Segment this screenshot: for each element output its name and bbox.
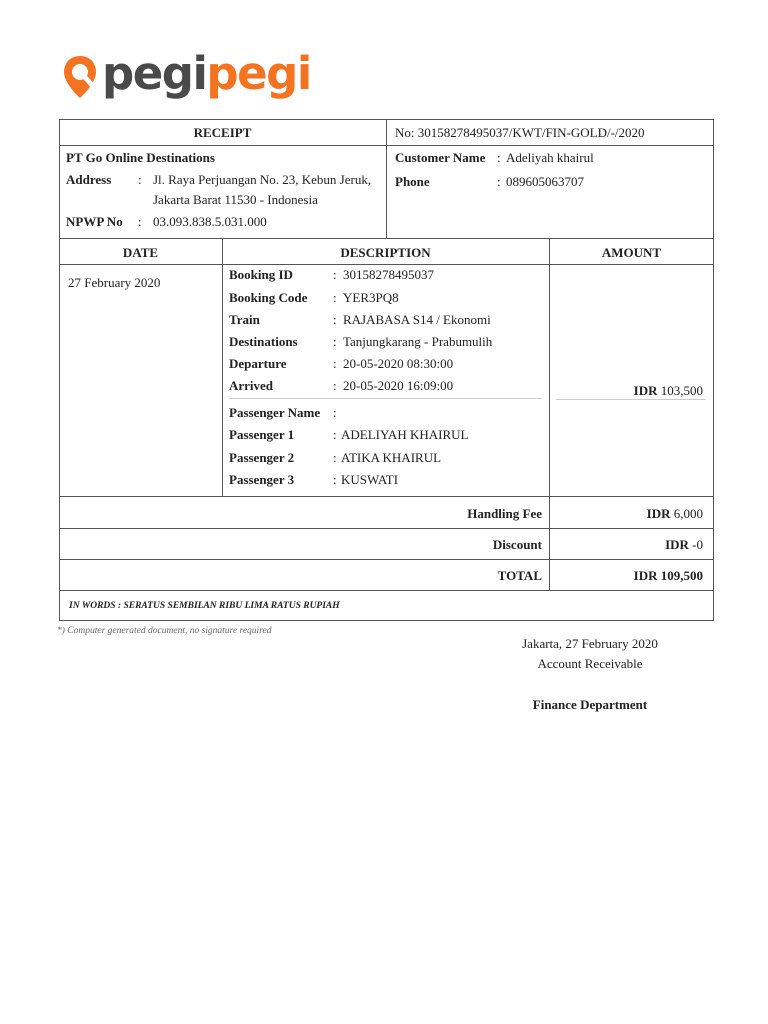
customer-name-colon: :: [497, 150, 501, 165]
address-line-2: Jakarta Barat 11530 - Indonesia: [153, 192, 318, 207]
passenger-label: Passenger 1: [229, 427, 295, 442]
detail-value: 30158278495037: [343, 267, 434, 282]
detail-label: Booking ID: [229, 267, 293, 282]
discount-currency: IDR: [665, 537, 689, 552]
handling-fee-label: Handling Fee: [467, 506, 542, 521]
handling-fee-amount: [556, 506, 703, 522]
detail-colon: :: [333, 356, 337, 371]
detail-value: YER3PQ8: [343, 290, 399, 305]
detail-label: Train: [229, 312, 260, 327]
receipt-number: No: 30158278495037/KWT/FIN-GOLD/-/2020: [395, 125, 645, 140]
item-amount: [556, 383, 703, 399]
detail-label: Departure: [229, 356, 287, 371]
phone-colon: :: [497, 174, 501, 189]
detail-colon: :: [333, 378, 337, 393]
total-label: TOTAL: [497, 568, 542, 583]
discount-amount: [556, 537, 703, 553]
passenger-value: ATIKA KHAIRUL: [341, 450, 442, 465]
signature-department: Finance Department: [532, 697, 648, 712]
pegipegi-logo: [60, 46, 311, 102]
total-amount: IDR 109,500: [633, 568, 703, 583]
customer-name-value: Adeliyah khairul: [506, 150, 594, 165]
passenger-name-label: Passenger Name: [229, 405, 321, 420]
detail-value: 20-05-2020 16:09:00: [343, 378, 454, 393]
address-label: Address: [66, 172, 112, 187]
detail-value: Tanjungkarang - Prabumulih: [343, 334, 493, 349]
amount-divider: [556, 399, 706, 400]
description-divider: [229, 398, 542, 399]
column-header-date: DATE: [122, 245, 159, 260]
company-name: PT Go Online Destinations: [66, 150, 215, 165]
item-amount-value: 103,500: [660, 383, 703, 398]
passenger-colon: :: [333, 472, 337, 487]
detail-colon: :: [333, 312, 337, 327]
customer-name-label: Customer Name: [395, 150, 486, 165]
column-header-amount: AMOUNT: [601, 245, 662, 260]
phone-label: Phone: [395, 174, 430, 189]
signature-role: Account Receivable: [537, 656, 643, 671]
signature-place-date: Jakarta, 27 February 2020: [522, 636, 658, 651]
npwp-colon: :: [138, 214, 142, 229]
address-line-1: Jl. Raya Perjuangan No. 23, Kebun Jeruk,: [153, 172, 372, 187]
column-header-description: DESCRIPTION: [340, 245, 431, 260]
detail-label: Booking Code: [229, 290, 308, 305]
disclaimer-note: *) Computer generated document, no signature required: [57, 626, 272, 636]
location-pin-icon: [60, 53, 100, 101]
detail-colon: :: [333, 290, 337, 305]
detail-value: RAJABASA S14 / Ekonomi: [343, 312, 491, 327]
passenger-colon: :: [333, 450, 337, 465]
receipt-title: RECEIPT: [193, 125, 252, 140]
passenger-name-colon: :: [333, 405, 337, 420]
amount-in-words: IN WORDS : SERATUS SEMBILAN RIBU LIMA RATUS RUPIAH: [69, 601, 340, 611]
passenger-colon: :: [333, 427, 337, 442]
detail-label: Destinations: [229, 334, 298, 349]
discount-value: -0: [692, 537, 703, 552]
item-date: 27 February 2020: [68, 275, 161, 290]
detail-value: 20-05-2020 08:30:00: [343, 356, 454, 371]
passenger-label: Passenger 2: [229, 450, 295, 465]
item-amount-currency: IDR: [633, 383, 658, 398]
address-colon: :: [138, 172, 142, 187]
passenger-label: Passenger 3: [229, 472, 295, 487]
handling-fee-currency: IDR: [646, 506, 671, 521]
brand-wordmark: pegipegi: [102, 46, 311, 100]
detail-colon: :: [333, 334, 337, 349]
npwp-label: NPWP No: [66, 214, 123, 229]
handling-fee-value: 6,000: [673, 506, 703, 521]
npwp-value: 03.093.838.5.031.000: [153, 214, 267, 229]
detail-colon: :: [333, 267, 337, 282]
discount-label: Discount: [492, 537, 542, 552]
passenger-value: KUSWATI: [341, 472, 399, 487]
phone-value: 089605063707: [506, 174, 584, 189]
detail-label: Arrived: [229, 378, 274, 393]
passenger-value: ADELIYAH KHAIRUL: [341, 427, 469, 442]
